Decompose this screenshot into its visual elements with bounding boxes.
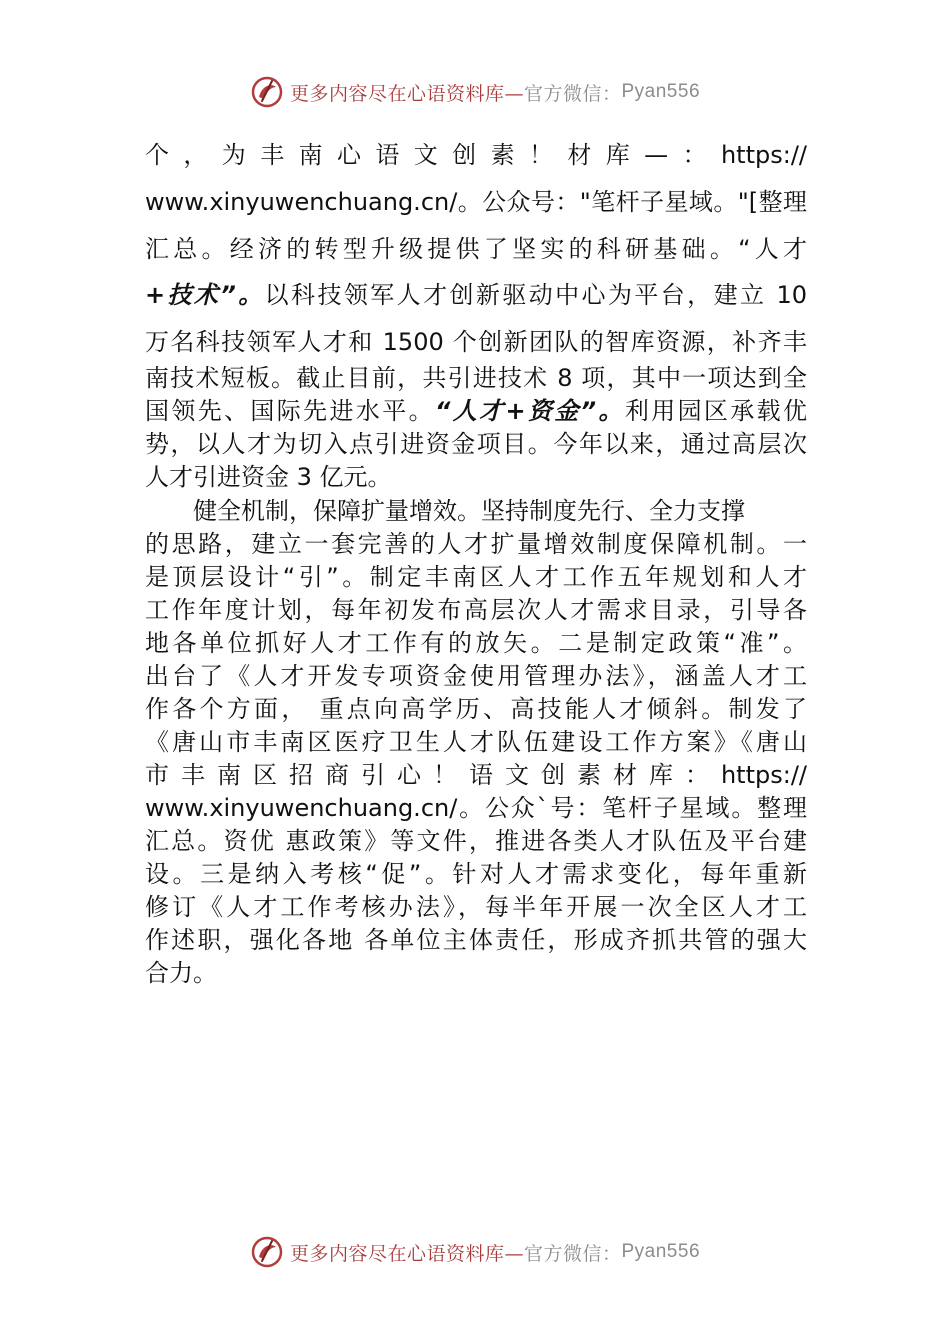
body-line: 修订《人才工作考核办法》，每半年开展一次全区人才工	[145, 893, 807, 921]
footer-banner	[0, 1232, 950, 1272]
body-line: 地各单位抓好人才工作有的放矢。二是制定政策“准”。	[145, 629, 807, 657]
body-line: 是顶层设计“引”。制定丰南区人才工作五年规划和人才	[145, 563, 807, 591]
header-promo-text: 更多内容尽在心语资料库—	[289, 82, 524, 105]
header-wechat-label: 官方微信：	[523, 82, 622, 105]
footer-wechat-label: 官方微信：	[523, 1242, 622, 1265]
body-line: 《唐山市丰南区医疗卫生人才队伍建设工作方案》《唐山	[145, 728, 807, 756]
body-line: 工作年度计划，每年初发布高层次人才需求目录，引导各	[145, 596, 807, 624]
header-wechat-id: Pyan556	[621, 81, 701, 102]
body-line: 势，以人才为切入点引进资金项目。今年以来，通过高层次	[145, 430, 807, 458]
body-line: 汇总。资优 惠政策》等文件，推进各类人才队伍及平台建	[145, 827, 807, 855]
body-line: 设。三是纳入考核“促”。针对人才需求变化，每年重新	[145, 860, 807, 888]
body-line: 作各个方面， 重点向高学历、高技能人才倾斜。制发了	[145, 695, 807, 723]
body-line	[145, 395, 807, 427]
body-line: 万名科技领军人才和 1500 个创新团队的智库资源，补齐丰	[145, 328, 807, 356]
body-line: 汇总。经济的转型升级提供了坚实的科研基础。“人才	[145, 235, 807, 263]
brand-logo-icon	[250, 75, 284, 109]
body-line: 个，为丰南心语文创素！材库—：https://	[145, 141, 807, 169]
body-line-text: 利用园区承载优	[624, 397, 808, 425]
emphasis-text: “人才+资金”。	[434, 397, 625, 425]
body-line: 人才引进资金 3 亿元。	[145, 463, 392, 491]
body-line: www.xinyuwenchuang.cn/。公众`号：笔杆子星域。整理	[145, 794, 807, 822]
brand-logo-icon	[250, 1235, 284, 1269]
header-banner	[0, 72, 950, 112]
body-line: 作述职，强化各地 各单位主体责任，形成齐抓共管的强大	[145, 926, 807, 954]
body-line-text: 以科技领军人才创新驱动中心为平台，建立 10	[264, 281, 807, 309]
body-line: www.xinyuwenchuang.cn/。公众号："笔杆子星域。"[整理	[145, 188, 807, 216]
paragraph-start-line: 健全机制，保障扩量增效。坚持制度先行、全力支撑	[193, 497, 745, 525]
body-line: 南技术短板。截止目前，共引进技术 8 项，其中一项达到全	[145, 364, 807, 392]
body-line	[145, 279, 807, 311]
footer-wechat-id: Pyan556	[621, 1241, 701, 1262]
body-line-text: 国领先、国际先进水平。	[145, 397, 435, 425]
body-line: 出台了《人才开发专项资金使用管理办法》，涵盖人才工	[145, 662, 807, 690]
footer-promo-text: 更多内容尽在心语资料库—	[289, 1242, 524, 1265]
body-line: 市 丰 南 区 招 商 引 心 ！ 语 文 创 素 材 库 ： https://	[145, 761, 807, 789]
emphasis-text: +技术”。	[145, 281, 265, 309]
body-line: 合力。	[145, 959, 217, 987]
body-line: 的思路，建立一套完善的人才扩量增效制度保障机制。一	[145, 530, 807, 558]
